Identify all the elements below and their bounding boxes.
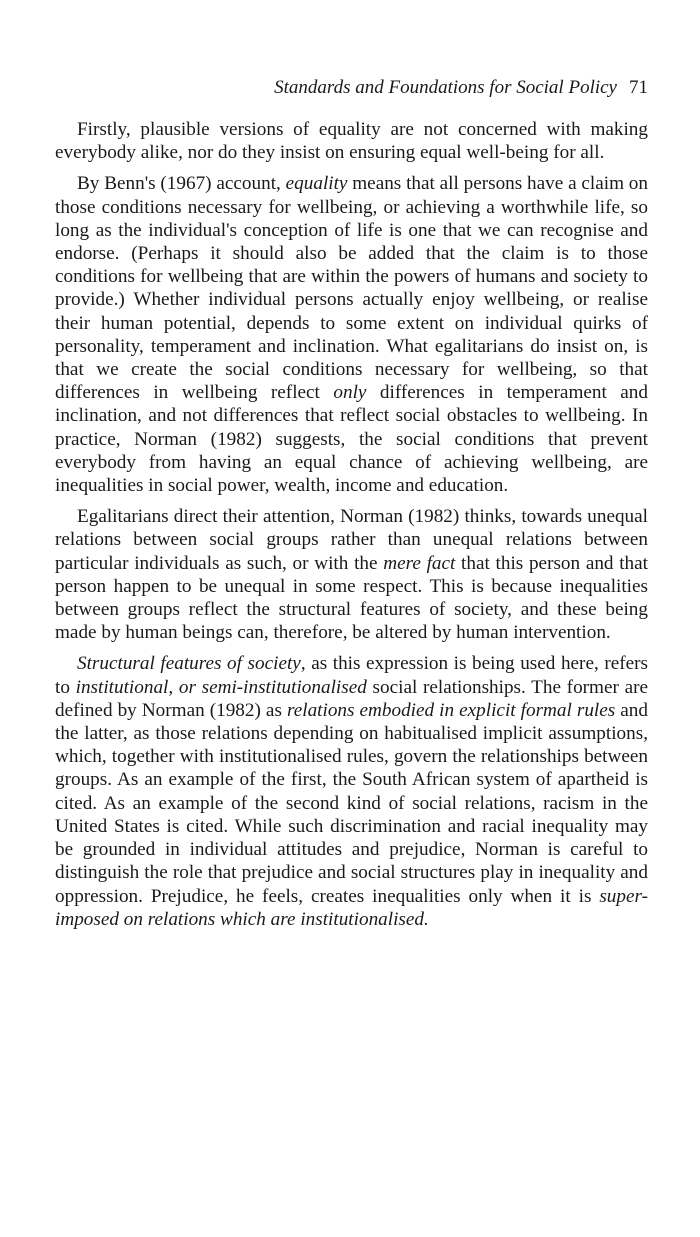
body-text [55,118,648,939]
text-segment: social relationships. The former are defined by Norman (1982) as [55,676,648,721]
paragraph [55,172,648,497]
text-segment: By Benn's (1967) account, [77,173,286,195]
text-segment: means that all persons have a claim on those conditions necessary for wellbeing, or achieving a worthwhile life, so long as the individual's conception of life is one that we can recognise and endorse. (Perhaps it should also be added that the claim is to those conditions for wellbeing that are within the powers of humans and society to provide.) Whether individual persons actually enjoy wellbeing, or realise their human potential, depends to some extent on individual quirks of personality, temperament and inclination. What egalitarians do insist on, is that we create the social conditions necessary for wellbeing, so that differences in wellbeing reflect [55,173,648,404]
text-segment: , as this expression is being used here, refers to [55,653,648,698]
italic-text: mere fact [383,552,456,574]
paragraph [55,118,648,164]
running-head-title: Standards and Foundations for Social Policy [274,77,617,98]
italic-text: equality [285,173,348,195]
text-segment: that this person and that person happen to be unequal in some respect. This is because inequalities between groups reflect the structural features of society, and these being made by human beings can, therefore, be altered by human intervention. [55,552,648,644]
text-segment: differences in temperament and inclination, and not differences that reflect social obstacles to wellbeing. In practice, Norman (1982) suggests, the social conditions that prevent everybody from having an equal chance of achieving wellbeing, are inequalities in social power, wealth, income and education. [55,382,648,497]
italic-text: super-imposed on relations which are institutionalised. [55,885,648,930]
italic-text: relations embodied in explicit formal rules [286,699,616,721]
text-segment: Egalitarians direct their attention, Norman (1982) thinks, towards unequal relations between social groups rather than unequal relations between particular individuals as such, or with the [55,506,648,574]
italic-text: only [333,382,367,404]
italic-text: Structural features of society [77,653,301,675]
running-head [274,76,648,100]
italic-text: institutional, or semi-institutionalised [75,676,367,698]
paragraph [55,505,648,644]
text-segment: and the latter, as those relations depending on habitualised implicit assumptions, which, together with institutionalised rules, govern the relationships between groups. As an example of the first, the South African system of apartheid is cited. As an example of the second kind of social relations, racism in the United States is cited. While such discrimination and racial inequality may be grounded in individual attitudes and prejudice, Norman is careful to distinguish the role that prejudice and social structures play in inequality and oppression. Prejudice, he feels, creates inequalities only when it is [55,699,648,907]
text-segment: Firstly, plausible versions of equality are not concerned with making everybody alike, nor do they insist on ensuring equal well-being for all. [55,119,648,164]
page-number: 71 [629,77,648,98]
paragraph [55,652,648,930]
